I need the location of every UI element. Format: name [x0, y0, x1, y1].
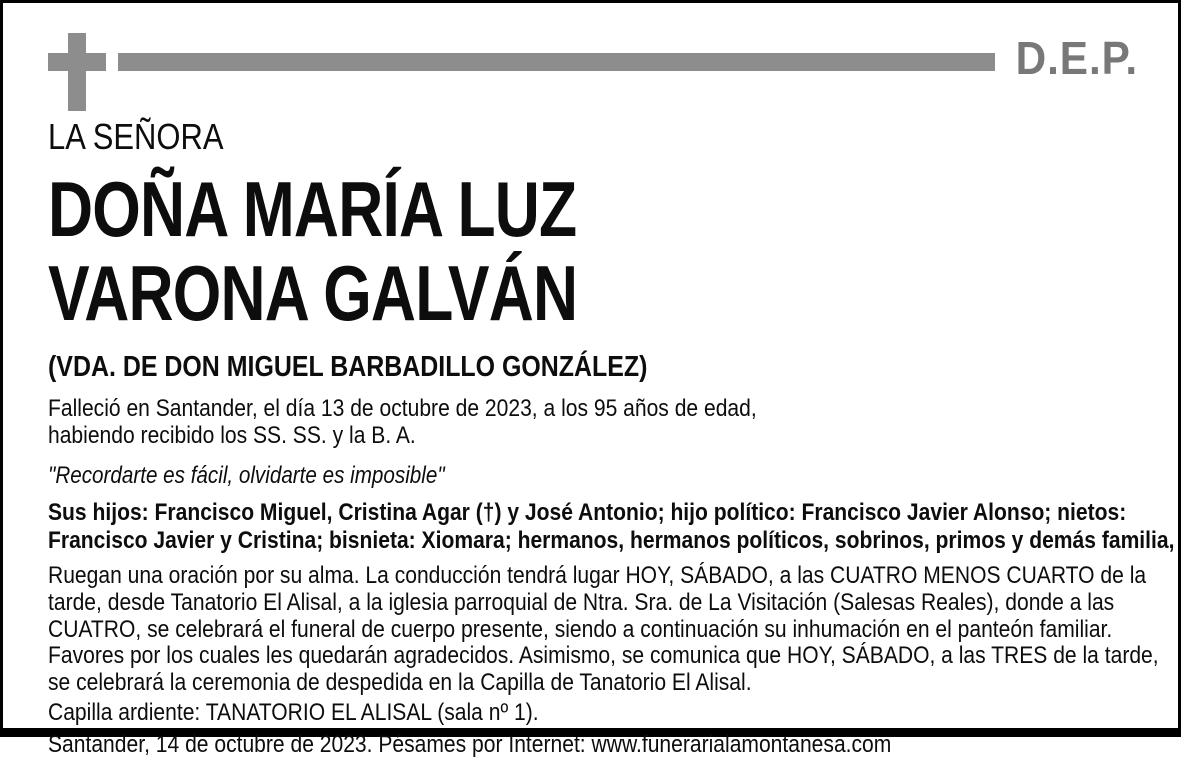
deceased-name: [48, 167, 1138, 335]
family-list-line: Francisco Javier y Cristina; bisnieta: Xiomara; hermanos, hermanos políticos, sobrinos, primos y demás familia,: [48, 526, 1175, 554]
cross-icon: [48, 33, 106, 111]
widow-of-line: (VDA. DE DON MIGUEL BARBADILLO GONZÁLEZ): [48, 351, 648, 383]
deceased-name-line: DOÑA MARÍA LUZ: [48, 165, 577, 253]
honorific: LA SEÑORA: [48, 116, 224, 157]
death-details-line: Falleció en Santander, el día 13 de octubre de 2023, a los 95 años de edad,: [48, 395, 757, 422]
deceased-name-line: VARONA GALVÁN: [48, 249, 578, 337]
header-rule: [118, 53, 995, 71]
dep-label: D.E.P.: [1015, 32, 1138, 84]
family-list: [48, 499, 1175, 554]
dateline-and-website: Santander, 14 de octubre de 2023. Pésames por Internet: www.funerarialamontanesa.com: [48, 730, 892, 758]
funeral-announcement: [48, 562, 1159, 697]
funeral-announcement-line: se celebrará la ceremonia de despedida en la Capilla de Tanatorio El Alisal.: [48, 669, 752, 697]
chapel-info: Capilla ardiente: TANATORIO EL ALISAL (sala nº 1).: [48, 698, 539, 726]
funeral-announcement-line: tarde, desde Tanatorio El Alisal, a la iglesia parroquial de Ntra. Sra. de La Visitación (Salesas Reales), donde a las: [48, 588, 1115, 616]
memorial-quote: "Recordarte es fácil, olvidarte es imposible": [48, 462, 445, 489]
death-details: [48, 395, 1138, 449]
funeral-announcement-line: Favores por los cuales les quedarán agradecidos. Asimismo, se comunica que HOY, SÁBADO, a las TRES de la tarde,: [48, 642, 1159, 670]
funeral-announcement-line: Ruegan una oración por su alma. La conducción tendrá lugar HOY, SÁBADO, a las CUATRO MENOS CUARTO de la: [48, 562, 1147, 589]
death-details-line: habiendo recibido los SS. SS. y la B. A.: [48, 422, 416, 449]
funeral-announcement-line: CUATRO, se celebrará el funeral de cuerpo presente, siendo a continuación su inhumación en el panteón familiar.: [48, 615, 1113, 643]
family-list-line: Sus hijos: Francisco Miguel, Cristina Agar (†) y José Antonio; hijo político: Francisco Javier Alonso; nietos:: [48, 499, 1127, 526]
masthead: [48, 33, 1138, 111]
notice-content: [3, 3, 1178, 758]
